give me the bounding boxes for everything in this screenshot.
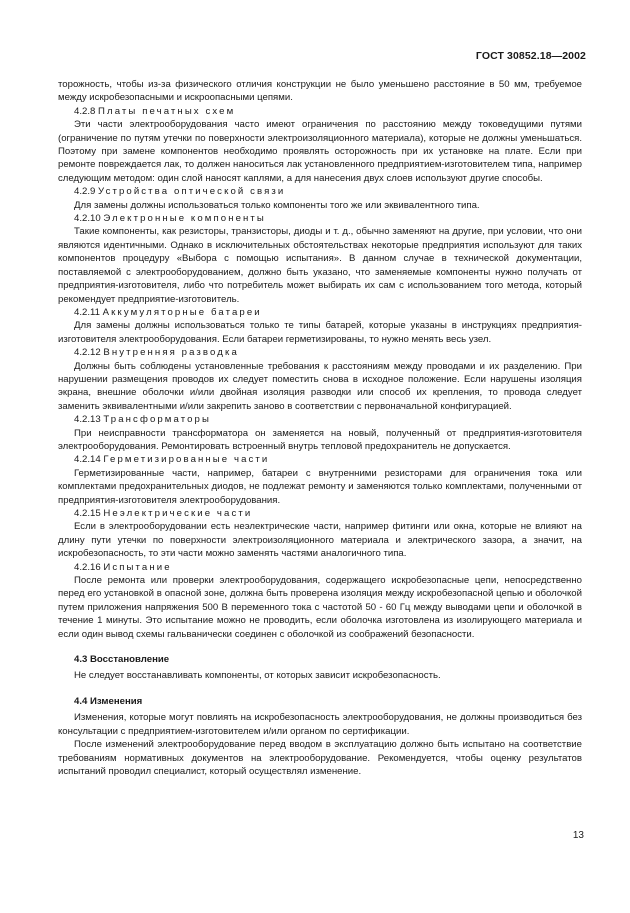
subsection-title: Трансформаторы [103,414,211,426]
subsection-number: 4.2.11 [74,306,100,318]
paragraph: Герметизированные части, например, батареи с внутренними резисторами для ограничения тока или комплектами предохранительных диодов, не подлежат ремонту и заменяются только комплектами, полученными от предприятия-изготовителя электрооборудования. [58,467,582,506]
paragraph: После ремонта или проверки электрооборудования, содержащего искробезопасные цепи, непосредственно перед его установкой в опасной зоне, должна быть проверена изоляция между искробезопасной цепью и оболочкой путем приложения напряжения 500 В переменного тока с частотой 50 - 60 Гц между выводами цепи и оболочкой в течение 1 минуты. Это испытание можно не проводить, если оболочка изготовлена из изолирующего материала и если один вывод схемы гальванически соединен с оболочкой из соображений безопасности. [58,575,582,640]
document-header: ГОСТ 30852.18—2002 [475,50,586,62]
subsection-heading [58,507,582,520]
subsection-number: 4.2.15 [74,508,101,519]
paragraph: Должны быть соблюдены установленные требования к расстояниям между проводами и их разделению. При нарушении размещения проводов их следует поместить снова в исходное положение. Если нарушены изоляция экрана, внешние оболочки и/или двойная изоляция разводки или способ их крепления, то провода следует заменить эквивалентными и/или закрепить заново в соответствии с первоначальной конфигурацией. [58,360,582,412]
subsection-title: Неэлектрические части [103,508,253,519]
paragraph: При неисправности трансформатора он заменяется на новый, полученный от предприятия-изготовителя электрооборудования. Ремонтировать встроенный внутрь тепловой предохранитель не допускается. [58,427,582,452]
subsection-number: 4.2.13 [74,414,101,426]
subsection-heading [58,413,582,426]
paragraph: Такие компоненты, как резисторы, транзисторы, диоды и т. д., обычно заменяют на другие, при условии, что они являются идентичными. Однако в исключительных обстоятельствах некоторые предприятия используют для таких компонентов процедуру «Выбора с помощью испытания». В данном случае в технической документации, поставляемой с электрооборудованием, должно быть указано, что заменяемые компоненты нужно получать от предприятия-изготовителя, либо что потребитель может выбирать их сам с использованием того метода, который рекомендует предприятие-изготовитель. [58,226,582,305]
section-heading: 4.3 Восстановление [74,654,170,666]
subsection-heading [58,346,582,359]
subsection-title: Электронные компоненты [103,213,266,225]
paragraph: Если в электрооборудовании есть неэлектрические части, например фитинги или окна, которые не влияют на длину пути утечки по поверхности электроизоляционного материала и электрического зазора, а значит, на искробезопасность, то эти части можно заменять частями аналогичного типа. [58,521,582,560]
subsection-heading [58,453,582,466]
subsection-number: 4.2.8 [74,105,96,117]
subsection-number: 4.2.16 [74,561,101,573]
paragraph: торожность, чтобы из-за физического отличия конструкции не было уменьшено расстояние в 50 мм, требуемое между искробезопасными и искроопасными цепями. [58,79,582,104]
subsection-number: 4.2.14 [74,454,101,466]
subsection-heading [58,105,582,118]
subsection-heading [58,185,582,198]
subsection-title: Устройства оптической связи [98,186,286,198]
paragraph: Для замены должны использоваться только компоненты того же или эквивалентного типа. [74,199,480,211]
subsection-title: Платы печатных схем [98,105,236,117]
subsection-number: 4.2.12 [74,347,101,359]
paragraph: Не следует восстанавливать компоненты, от которых зависит искробезопасность. [74,670,441,682]
paragraph: Изменения, которые могут повлиять на искробезопасность электрооборудования, не должны производиться без консультации с предприятием-изготовителем и/или органом по сертификации. [58,712,582,737]
subsection-title: Внутренняя разводка [103,347,239,359]
subsection-title: Герметизированные части [103,454,270,466]
paragraph: Для замены должны использоваться только те типы батарей, которые указаны в инструкциях предприятия-изготовителя электрооборудования. Если батареи герметизированы, то нужно менять весь узел. [58,320,582,345]
paragraph: После изменений электрооборудование перед вводом в эксплуатацию должно быть испытано на соответствие требованиям нормативных документов на электрооборудование. Рекомендуется, чтобы оценку результатов испытаний проводил специалист, который осуществлял изменение. [58,739,582,777]
subsection-heading [58,212,582,225]
subsection-heading [58,561,582,574]
subsection-title: Испытание [103,561,172,573]
subsection-heading [58,306,582,319]
subsection-number: 4.2.9 [74,186,96,198]
subsection-number: 4.2.10 [74,213,101,225]
paragraph: Эти части электрооборудования часто имеют ограничения по расстоянию между токоведущими путями (ограничение по путям утечки по поверхности электроизоляционного материала), которые не должны уменьшаться. Поэтому при замене компонентов необходимо проявлять осторожность при их установке на плате. Если при ремонте повреждается лак, то должен наноситься лак установленного предприятием-изготовителем типа, например следующим методом: один слой наносят каплями, а для нанесения двух слоев используют другие способы. [58,119,582,184]
document-body [58,78,582,778]
page-number: 13 [572,830,584,841]
section-heading: 4.4 Изменения [74,695,143,707]
subsection-title: Аккумуляторные батареи [102,306,262,318]
